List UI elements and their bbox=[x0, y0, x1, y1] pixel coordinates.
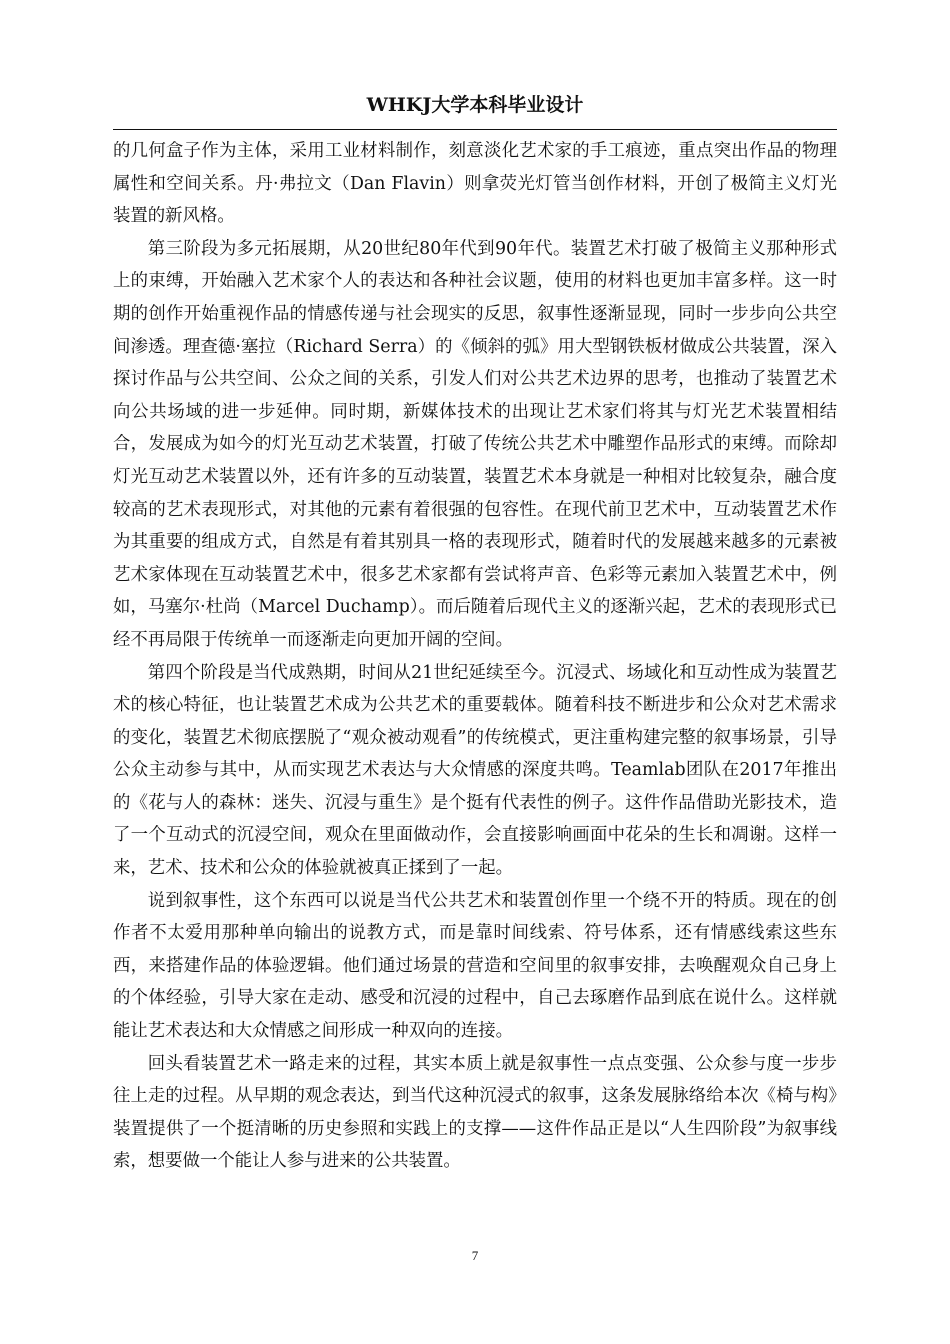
paragraph-fourth-stage: 第四个阶段是当代成熟期，时间从21世纪延续至今。沉浸式、场域化和互动性成为装置艺术的核心特征，也让装置艺术成为公共艺术的重要载体。随着科技不断进步和公众对艺术需求的变化，装置艺术彻底摆脱了“观众被动观看”的传统模式，更注重构建完整的叙事场景，引导公众主动参与其中，从而实现艺术表达与大众情感的深度共鸣。Teamlab团队在2017年推出的《花与人的森林：迷失、沉浸与重生》是个挺有代表性的例子。这件作品借助光影技术，造了一个互动式的沉浸空间，观众在里面做动作，会直接影响画面中花朵的生长和凋谢。这样一来，艺术、技术和公众的体验就被真正揉到了一起。 bbox=[113, 662, 837, 879]
header-divider bbox=[113, 129, 837, 130]
paragraph-narrative: 说到叙事性，这个东西可以说是当代公共艺术和装置创作里一个绕不开的特质。现在的创作者不太爱用那种单向输出的说教方式，而是靠时间线索、符号体系，还有情感线索这些东西，来搭建作品的体验逻辑。他们通过场景的营造和空间里的叙事安排，去唤醒观众自己身上的个体经验，引导大家在走动、感受和沉浸的过程中，自己去琢磨作品到底在说什么。这样就能让艺术表达和大众情感之间形成一种双向的连接。 bbox=[113, 890, 837, 1042]
page-number: 7 bbox=[471, 1248, 479, 1263]
paragraph-continued: 的几何盒子作为主体，采用工业材料制作，刻意淡化艺术家的手工痕迹，重点突出作品的物理属性和空间关系。丹·弗拉文（Dan Flavin）则拿荧光灯管当创作材料，开创了极简主义灯光装置的新风格。 bbox=[113, 141, 837, 227]
body-text bbox=[113, 135, 837, 1178]
paragraph-third-stage: 第三阶段为多元拓展期，从20世纪80年代到90年代。装置艺术打破了极简主义那种形式上的束缚，开始融入艺术家个人的表达和各种社会议题，使用的材料也更加丰富多样。这一时期的创作开始重视作品的情感传递与社会现实的反思，叙事性逐渐显现，同时一步步向公共空间渗透。理查德·塞拉（Richard Serra）的《倾斜的弧》用大型钢铁板材做成公共装置，深入探讨作品与公共空间、公众之间的关系，引发人们对公共艺术边界的思考，也推动了装置艺术向公共场域的进一步延伸。同时期，新媒体技术的出现让艺术家们将其与灯光艺术装置相结合，发展成为如今的灯光互动艺术装置，打破了传统公共艺术中雕塑作品形式的束缚。而除却灯光互动艺术装置以外，还有许多的互动装置，装置艺术本身就是一种相对比较复杂，融合度较高的艺术表现形式，对其他的元素有着很强的包容性。在现代前卫艺术中，互动装置艺术作为其重要的组成方式，自然是有着其别具一格的表现形式，随着时代的发展越来越多的元素被艺术家体现在互动装置艺术中，很多艺术家都有尝试将声音、色彩等元素加入装置艺术中，例如，马塞尔·杜尚（Marcel Duchamp）。而后随着后现代主义的逐渐兴起，艺术的表现形式已经不再局限于传统单一而逐渐走向更加开阔的空间。 bbox=[113, 238, 837, 650]
paragraph-conclusion: 回头看装置艺术一路走来的过程，其实本质上就是叙事性一点点变强、公众参与度一步步往上走的过程。从早期的观念表达，到当代这种沉浸式的叙事，这条发展脉络给本次《椅与构》装置提供了一个挺清晰的历史参照和实践上的支撑——这件作品正是以“人生四阶段”为叙事线索，想要做一个能让人参与进来的公共装置。 bbox=[113, 1053, 837, 1172]
page-header-title: WHKJ大学本科毕业设计 bbox=[366, 94, 584, 116]
